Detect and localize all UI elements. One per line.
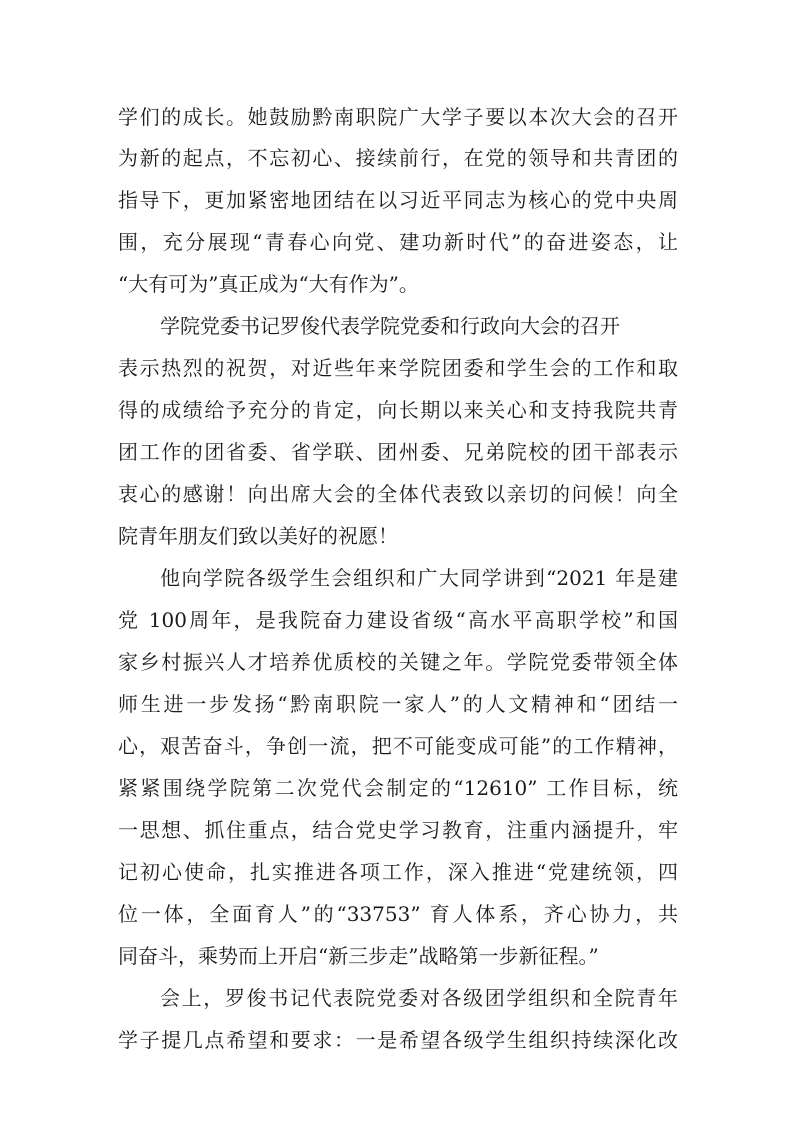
text-line: 一思想、抓住重点，结合党史学习教育，注重内涵提升，牢 [118,818,678,842]
text-line: 指导下，更加紧密地团结在以习近平同志为核心的党中央周 [118,188,678,212]
text-line: 表示热烈的祝贺，对近些年来学院团委和学生会的工作和取 [118,356,678,380]
text-line: 党 100周年，是我院奋力建设省级“高水平高职学校”和国 [118,608,678,632]
text-line: 同奋斗，乘势而上开启“新三步走”战略第一步新征程。” [118,944,599,968]
text-line: 院青年朋友们致以美好的祝愿！ [118,524,398,548]
text-line: 学们的成长。她鼓励黔南职院广大学子要以本次大会的召开 [118,105,678,129]
text-line: 衷心的感谢！向出席大会的全体代表致以亲切的问候！向全 [118,482,678,506]
text-line: 师生进一步发扬“黔南职院一家人”的人文精神和“团结一 [118,692,678,716]
text-line: 团工作的团省委、省学联、团州委、兄弟院校的团干部表示 [118,440,678,464]
text-line: 会上，罗俊书记代表院党委对各级团学组织和全院青年 [160,986,678,1010]
text-line: 学子提几点希望和要求：一是希望各级学生组织持续深化改 [118,1028,678,1052]
text-line: 记初心使命，扎实推进各项工作，深入推进“党建统领，四 [118,860,678,884]
text-line: 紧紧围绕学院第二次党代会制定的“12610” 工作目标，统 [118,776,678,800]
text-line: 得的成绩给予充分的肯定，向长期以来关心和支持我院共青 [118,398,678,422]
text-line: 围，充分展现“青春心向党、建功新时代”的奋进姿态，让 [118,230,678,254]
text-line: 他向学院各级学生会组织和广大同学讲到“2021 年是建 [160,566,678,590]
text-line: 学院党委书记罗俊代表学院党委和行政向大会的召开 [160,314,620,338]
text-line: 心，艰苦奋斗，争创一流，把不可能变成可能”的工作精神， [118,734,678,758]
text-line: 位一体，全面育人”的“33753” 育人体系，齐心协力，共 [118,902,678,926]
text-line: “大有可为”真正成为“大有作为”。 [118,272,419,296]
text-line: 为新的起点，不忘初心、接续前行，在党的领导和共青团的 [118,146,678,170]
text-line: 家乡村振兴人才培养优质校的关键之年。学院党委带领全体 [118,650,678,674]
